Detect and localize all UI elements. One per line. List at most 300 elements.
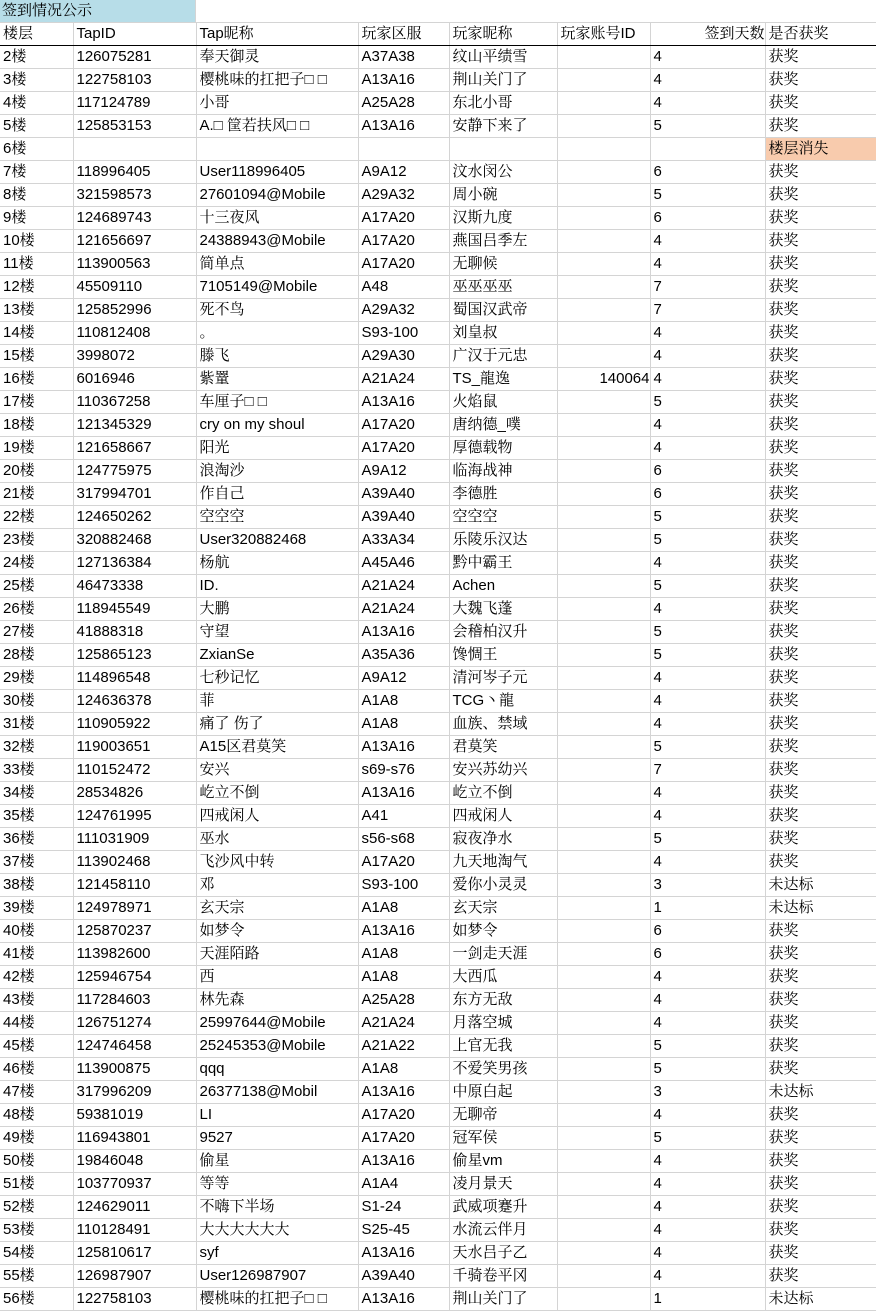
cell-award-status[interactable]: 获奖 bbox=[765, 1196, 876, 1219]
cell-award-status[interactable]: 未达标 bbox=[765, 874, 876, 897]
cell-account-id[interactable] bbox=[557, 276, 650, 299]
cell-account-id[interactable] bbox=[557, 1288, 650, 1311]
cell-tap-nickname[interactable]: 紫罿 bbox=[196, 368, 358, 391]
cell-player-nickname[interactable]: 无聊候 bbox=[449, 253, 557, 276]
cell-player-nickname[interactable]: 上官无我 bbox=[449, 1035, 557, 1058]
cell-signin-days[interactable] bbox=[650, 138, 765, 161]
cell-server[interactable] bbox=[358, 138, 449, 161]
cell-tapid[interactable]: 124629011 bbox=[73, 1196, 196, 1219]
cell-server[interactable]: A48 bbox=[358, 276, 449, 299]
cell-award-status[interactable]: 获奖 bbox=[765, 1012, 876, 1035]
cell-player-nickname[interactable]: 李德胜 bbox=[449, 483, 557, 506]
cell-player-nickname[interactable]: 不爱笑男孩 bbox=[449, 1058, 557, 1081]
cell-tapid[interactable]: 320882468 bbox=[73, 529, 196, 552]
cell-tapid[interactable]: 113902468 bbox=[73, 851, 196, 874]
cell-tapid[interactable]: 110367258 bbox=[73, 391, 196, 414]
cell-server[interactable]: A17A20 bbox=[358, 230, 449, 253]
cell-account-id[interactable] bbox=[557, 506, 650, 529]
cell-player-nickname[interactable]: 空空空 bbox=[449, 506, 557, 529]
cell-floor[interactable]: 55楼 bbox=[0, 1265, 73, 1288]
cell-tapid[interactable]: 317994701 bbox=[73, 483, 196, 506]
cell-floor[interactable]: 20楼 bbox=[0, 460, 73, 483]
cell-floor[interactable]: 12楼 bbox=[0, 276, 73, 299]
cell-award-status[interactable]: 获奖 bbox=[765, 621, 876, 644]
cell-account-id[interactable] bbox=[557, 1127, 650, 1150]
cell-signin-days[interactable]: 6 bbox=[650, 943, 765, 966]
cell-award-status[interactable]: 获奖 bbox=[765, 782, 876, 805]
cell-account-id[interactable] bbox=[557, 529, 650, 552]
cell-signin-days[interactable]: 5 bbox=[650, 506, 765, 529]
cell-account-id[interactable] bbox=[557, 460, 650, 483]
cell-tapid[interactable]: 124978971 bbox=[73, 897, 196, 920]
cell-player-nickname[interactable]: 安兴苏幼兴 bbox=[449, 759, 557, 782]
cell-server[interactable]: A13A16 bbox=[358, 621, 449, 644]
cell-server[interactable]: A17A20 bbox=[358, 207, 449, 230]
cell-award-status[interactable]: 获奖 bbox=[765, 851, 876, 874]
cell-award-status[interactable]: 获奖 bbox=[765, 299, 876, 322]
cell-account-id[interactable] bbox=[557, 828, 650, 851]
cell-floor[interactable]: 45楼 bbox=[0, 1035, 73, 1058]
cell-tapid[interactable]: 110905922 bbox=[73, 713, 196, 736]
cell-floor[interactable]: 32楼 bbox=[0, 736, 73, 759]
cell-award-status[interactable]: 获奖 bbox=[765, 1035, 876, 1058]
cell-player-nickname[interactable]: TCG丶龍 bbox=[449, 690, 557, 713]
cell-player-nickname[interactable]: 荆山关门了 bbox=[449, 69, 557, 92]
cell-server[interactable]: S93-100 bbox=[358, 322, 449, 345]
cell-player-nickname[interactable]: 天水吕子乙 bbox=[449, 1242, 557, 1265]
cell-award-status[interactable]: 获奖 bbox=[765, 736, 876, 759]
cell-signin-days[interactable]: 4 bbox=[650, 1242, 765, 1265]
cell-floor[interactable]: 56楼 bbox=[0, 1288, 73, 1311]
cell-tapid[interactable]: 113982600 bbox=[73, 943, 196, 966]
cell-award-status[interactable]: 获奖 bbox=[765, 713, 876, 736]
cell-award-status[interactable]: 获奖 bbox=[765, 345, 876, 368]
cell-server[interactable]: A29A32 bbox=[358, 184, 449, 207]
cell-account-id[interactable] bbox=[557, 782, 650, 805]
cell-award-status[interactable]: 获奖 bbox=[765, 92, 876, 115]
cell-tapid[interactable]: 125946754 bbox=[73, 966, 196, 989]
cell-tap-nickname[interactable]: 奉天御灵 bbox=[196, 46, 358, 69]
cell-signin-days[interactable]: 4 bbox=[650, 690, 765, 713]
cell-account-id[interactable] bbox=[557, 874, 650, 897]
cell-server[interactable]: A13A16 bbox=[358, 782, 449, 805]
cell-server[interactable]: A45A46 bbox=[358, 552, 449, 575]
cell-player-nickname[interactable]: 寂夜净水 bbox=[449, 828, 557, 851]
cell-tapid[interactable]: 6016946 bbox=[73, 368, 196, 391]
cell-account-id[interactable] bbox=[557, 943, 650, 966]
cell-signin-days[interactable]: 4 bbox=[650, 851, 765, 874]
cell-account-id[interactable] bbox=[557, 437, 650, 460]
cell-floor[interactable]: 25楼 bbox=[0, 575, 73, 598]
cell-award-status[interactable]: 获奖 bbox=[765, 759, 876, 782]
cell-floor[interactable]: 5楼 bbox=[0, 115, 73, 138]
cell-server[interactable]: A25A28 bbox=[358, 92, 449, 115]
cell-floor[interactable]: 53楼 bbox=[0, 1219, 73, 1242]
cell-account-id[interactable] bbox=[557, 690, 650, 713]
cell-player-nickname[interactable]: 清河岑子元 bbox=[449, 667, 557, 690]
cell-tapid[interactable]: 127136384 bbox=[73, 552, 196, 575]
cell-tapid[interactable]: 124775975 bbox=[73, 460, 196, 483]
cell-player-nickname[interactable]: 刘皇叔 bbox=[449, 322, 557, 345]
cell-player-nickname[interactable]: 馋惆王 bbox=[449, 644, 557, 667]
header-tap-nickname[interactable]: Tap昵称 bbox=[196, 23, 358, 46]
cell-floor[interactable]: 50楼 bbox=[0, 1150, 73, 1173]
cell-server[interactable]: A21A24 bbox=[358, 1012, 449, 1035]
cell-tapid[interactable]: 121458110 bbox=[73, 874, 196, 897]
cell-server[interactable]: A17A20 bbox=[358, 851, 449, 874]
cell-tap-nickname[interactable]: 25997644@Mobile bbox=[196, 1012, 358, 1035]
cell-signin-days[interactable]: 4 bbox=[650, 92, 765, 115]
cell-server[interactable]: A13A16 bbox=[358, 1288, 449, 1311]
cell-player-nickname[interactable]: 凌月景天 bbox=[449, 1173, 557, 1196]
cell-account-id[interactable] bbox=[557, 920, 650, 943]
cell-floor[interactable]: 10楼 bbox=[0, 230, 73, 253]
cell-floor[interactable]: 30楼 bbox=[0, 690, 73, 713]
cell-tapid[interactable]: 125870237 bbox=[73, 920, 196, 943]
cell-tapid[interactable]: 113900563 bbox=[73, 253, 196, 276]
cell-player-nickname[interactable]: 四戒闲人 bbox=[449, 805, 557, 828]
cell-tapid[interactable]: 124761995 bbox=[73, 805, 196, 828]
cell-signin-days[interactable]: 5 bbox=[650, 1127, 765, 1150]
cell-award-status[interactable]: 获奖 bbox=[765, 805, 876, 828]
cell-tapid[interactable]: 110152472 bbox=[73, 759, 196, 782]
cell-account-id[interactable] bbox=[557, 1150, 650, 1173]
cell-tapid[interactable]: 124636378 bbox=[73, 690, 196, 713]
cell-tap-nickname[interactable] bbox=[196, 138, 358, 161]
cell-award-status[interactable]: 获奖 bbox=[765, 644, 876, 667]
cell-account-id[interactable] bbox=[557, 483, 650, 506]
cell-floor[interactable]: 7楼 bbox=[0, 161, 73, 184]
cell-tap-nickname[interactable]: 空空空 bbox=[196, 506, 358, 529]
cell-server[interactable]: A1A4 bbox=[358, 1173, 449, 1196]
cell-server[interactable]: A9A12 bbox=[358, 460, 449, 483]
cell-award-status[interactable]: 楼层消失 bbox=[765, 138, 876, 161]
cell-award-status[interactable]: 获奖 bbox=[765, 667, 876, 690]
cell-server[interactable]: A1A8 bbox=[358, 943, 449, 966]
cell-account-id[interactable] bbox=[557, 391, 650, 414]
header-account-id[interactable]: 玩家账号ID bbox=[557, 23, 650, 46]
cell-tap-nickname[interactable]: 守望 bbox=[196, 621, 358, 644]
cell-player-nickname[interactable]: 冠军侯 bbox=[449, 1127, 557, 1150]
cell-account-id[interactable]: 140064 bbox=[557, 368, 650, 391]
cell-account-id[interactable] bbox=[557, 69, 650, 92]
cell-tapid[interactable]: 110128491 bbox=[73, 1219, 196, 1242]
cell-server[interactable]: A17A20 bbox=[358, 437, 449, 460]
cell-account-id[interactable] bbox=[557, 1196, 650, 1219]
cell-player-nickname[interactable]: 东方无敌 bbox=[449, 989, 557, 1012]
cell-floor[interactable]: 46楼 bbox=[0, 1058, 73, 1081]
cell-player-nickname[interactable]: 黔中霸王 bbox=[449, 552, 557, 575]
cell-player-nickname[interactable]: 九天地淘气 bbox=[449, 851, 557, 874]
cell-player-nickname[interactable]: 汶水闵公 bbox=[449, 161, 557, 184]
cell-floor[interactable]: 51楼 bbox=[0, 1173, 73, 1196]
cell-floor[interactable]: 31楼 bbox=[0, 713, 73, 736]
cell-tapid[interactable] bbox=[73, 138, 196, 161]
cell-account-id[interactable] bbox=[557, 966, 650, 989]
header-server[interactable]: 玩家区服 bbox=[358, 23, 449, 46]
cell-award-status[interactable]: 获奖 bbox=[765, 368, 876, 391]
cell-award-status[interactable]: 获奖 bbox=[765, 1242, 876, 1265]
cell-tapid[interactable]: 113900875 bbox=[73, 1058, 196, 1081]
cell-tapid[interactable]: 121345329 bbox=[73, 414, 196, 437]
cell-floor[interactable]: 29楼 bbox=[0, 667, 73, 690]
cell-tapid[interactable]: 103770937 bbox=[73, 1173, 196, 1196]
cell-tap-nickname[interactable]: 浪淘沙 bbox=[196, 460, 358, 483]
cell-tapid[interactable]: 59381019 bbox=[73, 1104, 196, 1127]
cell-server[interactable]: A35A36 bbox=[358, 644, 449, 667]
cell-signin-days[interactable]: 6 bbox=[650, 920, 765, 943]
cell-tapid[interactable]: 121658667 bbox=[73, 437, 196, 460]
cell-account-id[interactable] bbox=[557, 322, 650, 345]
cell-tap-nickname[interactable]: User320882468 bbox=[196, 529, 358, 552]
cell-floor[interactable]: 19楼 bbox=[0, 437, 73, 460]
cell-server[interactable]: A9A12 bbox=[358, 667, 449, 690]
cell-signin-days[interactable]: 4 bbox=[650, 345, 765, 368]
cell-server[interactable]: A9A12 bbox=[358, 161, 449, 184]
cell-server[interactable]: A25A28 bbox=[358, 989, 449, 1012]
cell-award-status[interactable]: 未达标 bbox=[765, 897, 876, 920]
cell-tap-nickname[interactable]: 25245353@Mobile bbox=[196, 1035, 358, 1058]
cell-tapid[interactable]: 116943801 bbox=[73, 1127, 196, 1150]
cell-award-status[interactable]: 未达标 bbox=[765, 1081, 876, 1104]
cell-tapid[interactable]: 125810617 bbox=[73, 1242, 196, 1265]
cell-server[interactable]: A13A16 bbox=[358, 1150, 449, 1173]
cell-tap-nickname[interactable]: 樱桃味的扛把子□ □ bbox=[196, 1288, 358, 1311]
cell-award-status[interactable]: 获奖 bbox=[765, 575, 876, 598]
cell-tap-nickname[interactable]: User118996405 bbox=[196, 161, 358, 184]
cell-award-status[interactable]: 获奖 bbox=[765, 115, 876, 138]
cell-tapid[interactable]: 3998072 bbox=[73, 345, 196, 368]
cell-tap-nickname[interactable]: LI bbox=[196, 1104, 358, 1127]
cell-floor[interactable]: 36楼 bbox=[0, 828, 73, 851]
cell-award-status[interactable]: 获奖 bbox=[765, 322, 876, 345]
cell-floor[interactable]: 24楼 bbox=[0, 552, 73, 575]
cell-server[interactable]: A1A8 bbox=[358, 713, 449, 736]
cell-floor[interactable]: 41楼 bbox=[0, 943, 73, 966]
cell-account-id[interactable] bbox=[557, 1012, 650, 1035]
cell-tapid[interactable]: 28534826 bbox=[73, 782, 196, 805]
cell-tap-nickname[interactable]: 偷星 bbox=[196, 1150, 358, 1173]
cell-player-nickname[interactable]: 大魏飞蓬 bbox=[449, 598, 557, 621]
cell-signin-days[interactable]: 4 bbox=[650, 69, 765, 92]
cell-floor[interactable]: 21楼 bbox=[0, 483, 73, 506]
cell-award-status[interactable]: 获奖 bbox=[765, 46, 876, 69]
cell-player-nickname[interactable]: 中原白起 bbox=[449, 1081, 557, 1104]
cell-floor[interactable]: 15楼 bbox=[0, 345, 73, 368]
cell-floor[interactable]: 54楼 bbox=[0, 1242, 73, 1265]
cell-floor[interactable]: 37楼 bbox=[0, 851, 73, 874]
cell-tap-nickname[interactable]: 简单点 bbox=[196, 253, 358, 276]
cell-account-id[interactable] bbox=[557, 161, 650, 184]
cell-award-status[interactable]: 获奖 bbox=[765, 1150, 876, 1173]
cell-tap-nickname[interactable]: 四戒闲人 bbox=[196, 805, 358, 828]
cell-account-id[interactable] bbox=[557, 1265, 650, 1288]
cell-tap-nickname[interactable]: 大鹏 bbox=[196, 598, 358, 621]
cell-tap-nickname[interactable]: 西 bbox=[196, 966, 358, 989]
cell-player-nickname[interactable]: 偷星vm bbox=[449, 1150, 557, 1173]
cell-tapid[interactable]: 317996209 bbox=[73, 1081, 196, 1104]
cell-signin-days[interactable]: 6 bbox=[650, 483, 765, 506]
cell-award-status[interactable]: 未达标 bbox=[765, 1288, 876, 1311]
cell-award-status[interactable]: 获奖 bbox=[765, 552, 876, 575]
cell-tap-nickname[interactable]: 24388943@Mobile bbox=[196, 230, 358, 253]
cell-signin-days[interactable]: 5 bbox=[650, 1035, 765, 1058]
cell-tap-nickname[interactable]: 滕飞 bbox=[196, 345, 358, 368]
cell-server[interactable]: S25-45 bbox=[358, 1219, 449, 1242]
cell-tapid[interactable]: 122758103 bbox=[73, 69, 196, 92]
cell-signin-days[interactable]: 6 bbox=[650, 161, 765, 184]
cell-account-id[interactable] bbox=[557, 621, 650, 644]
cell-tap-nickname[interactable]: cry on my shoul bbox=[196, 414, 358, 437]
cell-tap-nickname[interactable]: A15区君莫笑 bbox=[196, 736, 358, 759]
cell-signin-days[interactable]: 4 bbox=[650, 667, 765, 690]
cell-floor[interactable]: 16楼 bbox=[0, 368, 73, 391]
cell-signin-days[interactable]: 4 bbox=[650, 598, 765, 621]
cell-signin-days[interactable]: 5 bbox=[650, 644, 765, 667]
cell-floor[interactable]: 47楼 bbox=[0, 1081, 73, 1104]
cell-tap-nickname[interactable]: 七秒记忆 bbox=[196, 667, 358, 690]
cell-server[interactable]: A37A38 bbox=[358, 46, 449, 69]
cell-signin-days[interactable]: 4 bbox=[650, 1150, 765, 1173]
cell-award-status[interactable]: 获奖 bbox=[765, 276, 876, 299]
cell-tap-nickname[interactable]: 27601094@Mobile bbox=[196, 184, 358, 207]
cell-signin-days[interactable]: 5 bbox=[650, 529, 765, 552]
cell-account-id[interactable] bbox=[557, 575, 650, 598]
cell-player-nickname[interactable]: 一剑走天涯 bbox=[449, 943, 557, 966]
cell-floor[interactable]: 43楼 bbox=[0, 989, 73, 1012]
cell-tapid[interactable]: 122758103 bbox=[73, 1288, 196, 1311]
cell-account-id[interactable] bbox=[557, 184, 650, 207]
cell-account-id[interactable] bbox=[557, 1219, 650, 1242]
cell-floor[interactable]: 17楼 bbox=[0, 391, 73, 414]
cell-floor[interactable]: 39楼 bbox=[0, 897, 73, 920]
cell-award-status[interactable]: 获奖 bbox=[765, 1219, 876, 1242]
cell-account-id[interactable] bbox=[557, 1081, 650, 1104]
cell-player-nickname[interactable]: 厚德载物 bbox=[449, 437, 557, 460]
cell-server[interactable]: A13A16 bbox=[358, 1242, 449, 1265]
cell-tap-nickname[interactable]: 屹立不倒 bbox=[196, 782, 358, 805]
cell-tap-nickname[interactable]: 飞沙风中转 bbox=[196, 851, 358, 874]
cell-account-id[interactable] bbox=[557, 115, 650, 138]
header-tapid[interactable]: TapID bbox=[73, 23, 196, 46]
cell-floor[interactable]: 9楼 bbox=[0, 207, 73, 230]
cell-award-status[interactable]: 获奖 bbox=[765, 161, 876, 184]
cell-player-nickname[interactable]: 荆山关门了 bbox=[449, 1288, 557, 1311]
cell-tapid[interactable]: 321598573 bbox=[73, 184, 196, 207]
cell-player-nickname[interactable]: 东北小哥 bbox=[449, 92, 557, 115]
cell-player-nickname[interactable] bbox=[449, 138, 557, 161]
cell-tap-nickname[interactable]: 玄天宗 bbox=[196, 897, 358, 920]
cell-tap-nickname[interactable]: 大大大大大大 bbox=[196, 1219, 358, 1242]
cell-player-nickname[interactable]: TS_龍逸 bbox=[449, 368, 557, 391]
cell-tapid[interactable]: 126987907 bbox=[73, 1265, 196, 1288]
cell-signin-days[interactable]: 3 bbox=[650, 1081, 765, 1104]
cell-signin-days[interactable]: 3 bbox=[650, 874, 765, 897]
cell-award-status[interactable]: 获奖 bbox=[765, 1173, 876, 1196]
cell-tapid[interactable]: 111031909 bbox=[73, 828, 196, 851]
cell-account-id[interactable] bbox=[557, 713, 650, 736]
cell-tap-nickname[interactable]: 天涯陌路 bbox=[196, 943, 358, 966]
cell-tapid[interactable]: 110812408 bbox=[73, 322, 196, 345]
cell-signin-days[interactable]: 5 bbox=[650, 736, 765, 759]
cell-tap-nickname[interactable]: 如梦令 bbox=[196, 920, 358, 943]
cell-server[interactable]: A29A32 bbox=[358, 299, 449, 322]
cell-floor[interactable]: 23楼 bbox=[0, 529, 73, 552]
cell-server[interactable]: A39A40 bbox=[358, 1265, 449, 1288]
cell-tap-nickname[interactable]: 不嗨下半场 bbox=[196, 1196, 358, 1219]
cell-server[interactable]: S93-100 bbox=[358, 874, 449, 897]
cell-floor[interactable]: 52楼 bbox=[0, 1196, 73, 1219]
cell-award-status[interactable]: 获奖 bbox=[765, 437, 876, 460]
cell-tap-nickname[interactable]: 作自己 bbox=[196, 483, 358, 506]
cell-account-id[interactable] bbox=[557, 345, 650, 368]
cell-tapid[interactable]: 124746458 bbox=[73, 1035, 196, 1058]
cell-award-status[interactable]: 获奖 bbox=[765, 414, 876, 437]
cell-player-nickname[interactable]: 燕国吕季左 bbox=[449, 230, 557, 253]
cell-account-id[interactable] bbox=[557, 253, 650, 276]
cell-signin-days[interactable]: 4 bbox=[650, 253, 765, 276]
cell-tapid[interactable]: 124650262 bbox=[73, 506, 196, 529]
cell-award-status[interactable]: 获奖 bbox=[765, 460, 876, 483]
cell-server[interactable]: A21A24 bbox=[358, 368, 449, 391]
cell-tap-nickname[interactable]: 9527 bbox=[196, 1127, 358, 1150]
header-signin-days[interactable]: 签到天数 bbox=[650, 23, 765, 46]
cell-tap-nickname[interactable]: ID. bbox=[196, 575, 358, 598]
cell-player-nickname[interactable]: 临海战神 bbox=[449, 460, 557, 483]
cell-player-nickname[interactable]: 安静下来了 bbox=[449, 115, 557, 138]
cell-tapid[interactable]: 118945549 bbox=[73, 598, 196, 621]
cell-tap-nickname[interactable]: A.□ 筐若扶风□ □ bbox=[196, 115, 358, 138]
cell-server[interactable]: A17A20 bbox=[358, 414, 449, 437]
cell-signin-days[interactable]: 5 bbox=[650, 621, 765, 644]
cell-player-nickname[interactable]: 大西瓜 bbox=[449, 966, 557, 989]
cell-tapid[interactable]: 45509110 bbox=[73, 276, 196, 299]
cell-account-id[interactable] bbox=[557, 1242, 650, 1265]
cell-tap-nickname[interactable]: 痛了 伤了 bbox=[196, 713, 358, 736]
cell-signin-days[interactable]: 1 bbox=[650, 897, 765, 920]
cell-award-status[interactable]: 获奖 bbox=[765, 529, 876, 552]
cell-server[interactable]: A13A16 bbox=[358, 69, 449, 92]
cell-signin-days[interactable]: 7 bbox=[650, 299, 765, 322]
cell-server[interactable]: A21A22 bbox=[358, 1035, 449, 1058]
cell-floor[interactable]: 22楼 bbox=[0, 506, 73, 529]
cell-signin-days[interactable]: 4 bbox=[650, 713, 765, 736]
cell-server[interactable]: A33A34 bbox=[358, 529, 449, 552]
cell-tap-nickname[interactable]: 林先森 bbox=[196, 989, 358, 1012]
cell-server[interactable]: A21A24 bbox=[358, 575, 449, 598]
cell-floor[interactable]: 44楼 bbox=[0, 1012, 73, 1035]
cell-signin-days[interactable]: 7 bbox=[650, 759, 765, 782]
cell-signin-days[interactable]: 4 bbox=[650, 1219, 765, 1242]
cell-server[interactable]: A17A20 bbox=[358, 253, 449, 276]
cell-signin-days[interactable]: 5 bbox=[650, 391, 765, 414]
cell-tap-nickname[interactable]: 巫水 bbox=[196, 828, 358, 851]
cell-signin-days[interactable]: 4 bbox=[650, 1012, 765, 1035]
cell-server[interactable]: s69-s76 bbox=[358, 759, 449, 782]
cell-floor[interactable]: 28楼 bbox=[0, 644, 73, 667]
cell-signin-days[interactable]: 6 bbox=[650, 207, 765, 230]
cell-account-id[interactable] bbox=[557, 138, 650, 161]
cell-tap-nickname[interactable]: ZxianSe bbox=[196, 644, 358, 667]
cell-floor[interactable]: 2楼 bbox=[0, 46, 73, 69]
cell-signin-days[interactable]: 4 bbox=[650, 552, 765, 575]
cell-award-status[interactable]: 获奖 bbox=[765, 69, 876, 92]
cell-award-status[interactable]: 获奖 bbox=[765, 966, 876, 989]
cell-account-id[interactable] bbox=[557, 414, 650, 437]
cell-award-status[interactable]: 获奖 bbox=[765, 253, 876, 276]
cell-signin-days[interactable]: 5 bbox=[650, 575, 765, 598]
cell-tapid[interactable]: 126751274 bbox=[73, 1012, 196, 1035]
